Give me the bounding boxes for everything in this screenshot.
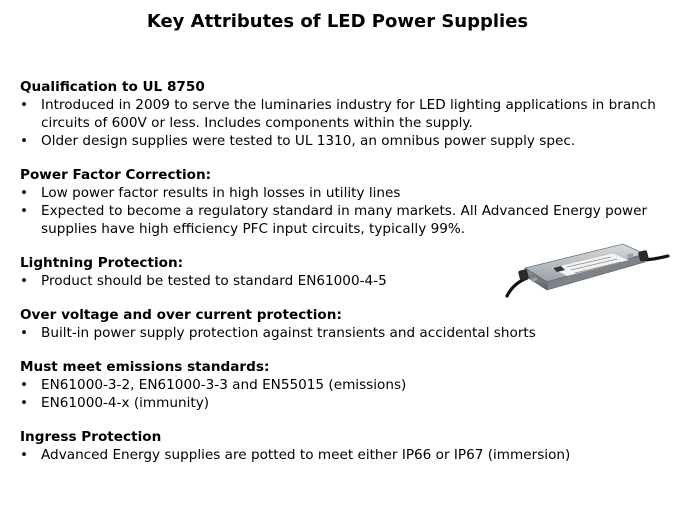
bullet-item: • Expected to become a regulatory standard in many markets. All Advanced Energy power supplies have high efficiency PFC input circuits, typically 99%. <box>20 202 660 238</box>
bullet-list <box>20 184 660 238</box>
section-power-factor <box>20 166 660 238</box>
led-power-supply-icon <box>505 238 670 306</box>
bullet-list <box>20 446 660 464</box>
section-emissions <box>20 358 660 412</box>
bullet-item: • EN61000-4-x (immunity) <box>20 394 660 412</box>
section-heading: Must meet emissions standards: <box>20 359 270 375</box>
bullet-item: • EN61000-3-2, EN61000-3-3 and EN55015 (emissions) <box>20 376 660 394</box>
section-ingress <box>20 428 660 464</box>
section-heading: Power Factor Correction: <box>20 167 212 183</box>
bullet-item: • Product should be tested to standard EN61000-4-5 <box>20 272 660 290</box>
section-heading: Over voltage and over current protection: <box>20 307 342 323</box>
section-heading: Qualification to UL 8750 <box>20 79 205 95</box>
bullet-item: • Built-in power supply protection against transients and accidental shorts <box>20 324 660 342</box>
section-heading: Lightning Protection: <box>20 255 184 271</box>
section-heading: Ingress Protection <box>20 429 162 445</box>
bullet-list <box>20 324 660 342</box>
bullet-list <box>20 96 660 150</box>
section-ul8750 <box>20 78 660 150</box>
page-title: Key Attributes of LED Power Supplies <box>146 11 529 32</box>
bullet-item: • Advanced Energy supplies are potted to meet either IP66 or IP67 (immersion) <box>20 446 660 464</box>
bullet-item: • Low power factor results in high losses in utility lines <box>20 184 660 202</box>
bullet-item: • Older design supplies were tested to UL 1310, an omnibus power supply spec. <box>20 132 660 150</box>
bullet-item: • Introduced in 2009 to serve the luminaries industry for LED lighting applications in branch circuits of 600V or less. Includes components within the supply. <box>20 96 660 132</box>
section-over-voltage <box>20 306 660 342</box>
bullet-list <box>20 376 660 412</box>
